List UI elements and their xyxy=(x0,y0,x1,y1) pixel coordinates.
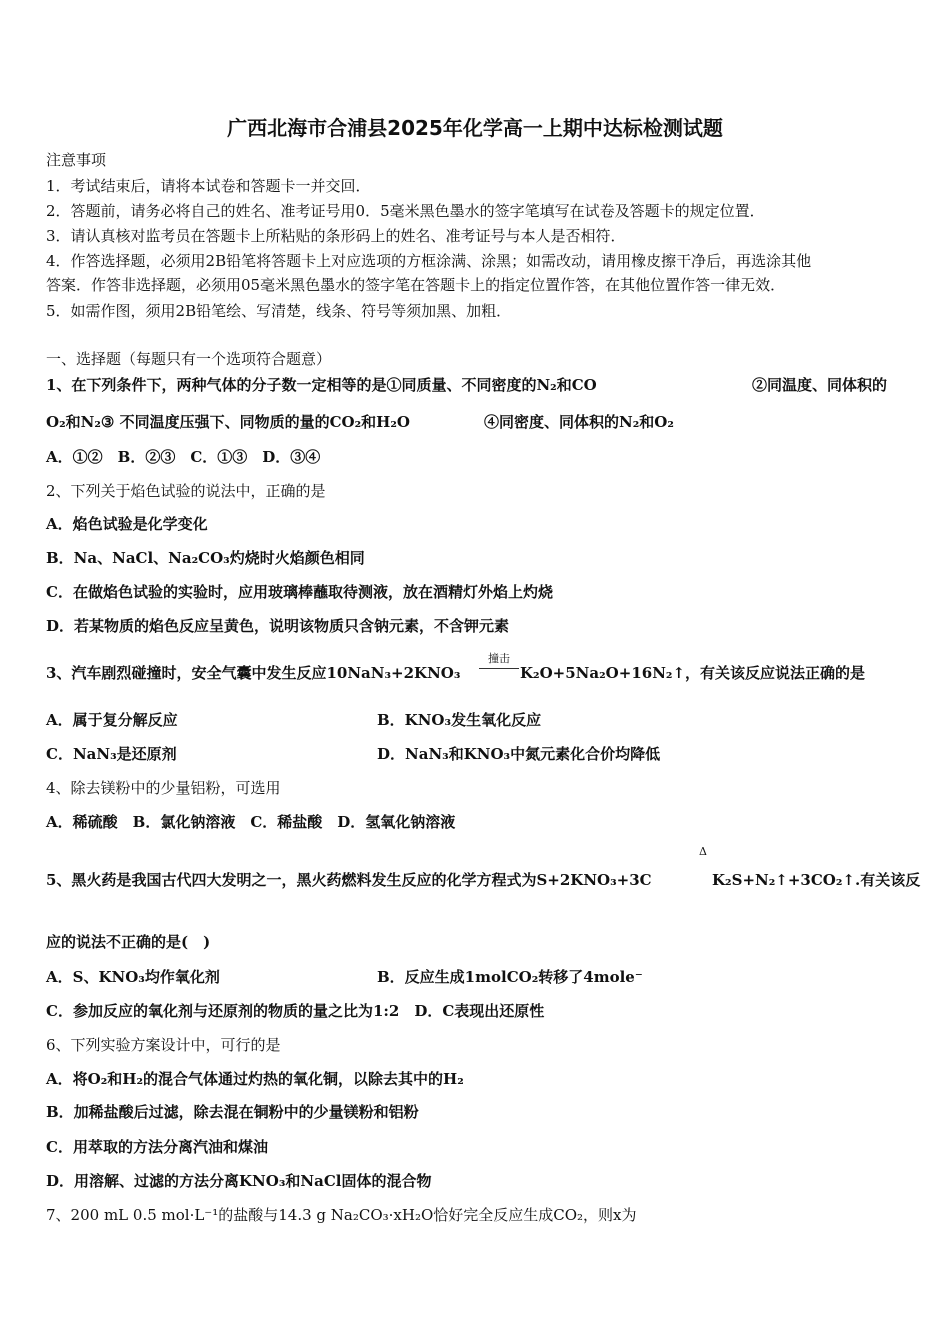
q3-option-d: D．NaN₃和KNO₃中氮元素化合价均降低 xyxy=(377,745,661,763)
reaction-condition-delta xyxy=(683,845,723,858)
q6-option-b: B．加稀盐酸后过滤，除去混在铜粉中的少量镁粉和铝粉 xyxy=(46,1103,419,1121)
note-item: 答案．作答非选择题，必须用05毫米黑色墨水的签字笔在答题卡上的指定位置作答，在其他位置作答一律无效． xyxy=(46,276,786,294)
note-item: 3．请认真核对监考员在答题卡上所粘贴的条形码上的姓名、准考证号与本人是否相符． xyxy=(46,227,626,245)
q4-stem: 4、除去镁粉中的少量铝粉，可选用 xyxy=(46,779,281,797)
q6-option-a: A．将O₂和H₂的混合气体通过灼热的氧化铜，以除去其中的H₂ xyxy=(46,1070,464,1088)
note-item: 2．答题前，请务必将自己的姓名、准考证号用0．5毫米黑色墨水的签字笔填写在试卷及答题卡的规定位置． xyxy=(46,202,765,220)
notes-heading: 注意事项 xyxy=(46,151,107,169)
q2-option-c: C．在做焰色试验的实验时，应用玻璃棒蘸取待测液，放在酒精灯外焰上灼烧 xyxy=(46,583,553,601)
q1-stem-cont: ②同温度、同体积的 xyxy=(752,376,888,394)
q3-stem-cont: K₂O+5Na₂O+16N₂↑，有关该反应说法正确的是 xyxy=(520,664,866,682)
section-heading: 一、选择题（每题只有一个选项符合题意） xyxy=(46,350,332,368)
q2-stem: 2、下列关于焰色试验的说法中，正确的是 xyxy=(46,482,326,500)
q7-stem: 7、200 mL 0.5 mol·L⁻¹的盐酸与14.3 g Na₂CO₃·xH₂O恰好完全反应生成CO₂，则x为 xyxy=(46,1206,637,1224)
note-item: 1．考试结束后，请将本试卷和答题卡一并交回． xyxy=(46,177,371,195)
q5-stem: 5、黑火药是我国古代四大发明之一，黑火药燃料发生反应的化学方程式为S+2KNO₃+3C xyxy=(46,871,652,889)
q3-option-a: A．属于复分解反应 xyxy=(46,711,178,729)
q2-option-b: B．Na、NaCl、Na₂CO₃灼烧时火焰颜色相同 xyxy=(46,549,365,567)
q5-option-b: B．反应生成1molCO₂转移了4mole⁻ xyxy=(377,968,643,986)
q5-stem-cont: K₂S+N₂↑+3CO₂↑.有关该反 xyxy=(712,871,921,889)
page-title: 广西北海市合浦县2025年化学高一上期中达标检测试题 xyxy=(227,116,723,140)
q4-options: A．稀硫酸 B．氯化钠溶液 C．稀盐酸 D．氢氧化钠溶液 xyxy=(46,813,456,831)
q1-stem-line2: O₂和N₂③ 不同温度压强下、同物质的量的CO₂和H₂O xyxy=(46,413,410,431)
q1-options: A．①② B．②③ C．①③ D．③④ xyxy=(46,448,321,466)
reaction-condition: 撞击 xyxy=(488,652,510,665)
q3-option-b: B．KNO₃发生氧化反应 xyxy=(377,711,542,729)
q5-stem-line2: 应的说法不正确的是( ) xyxy=(46,933,211,951)
q5-option-cd: C．参加反应的氧化剂与还原剂的物质的量之比为1:2 D．C表现出还原性 xyxy=(46,1002,545,1020)
q5-option-a: A．S、KNO₃均作氧化剂 xyxy=(46,968,220,986)
q2-option-a: A．焰色试验是化学变化 xyxy=(46,515,208,533)
q1-stem-line2b: ④同密度、同体积的N₂和O₂ xyxy=(484,413,674,431)
q2-option-d: D．若某物质的焰色反应呈黄色，说明该物质只含钠元素，不含钾元素 xyxy=(46,617,510,635)
heat-symbol: Δ xyxy=(699,845,707,858)
q6-option-d: D．用溶解、过滤的方法分离KNO₃和NaCl固体的混合物 xyxy=(46,1172,432,1190)
q6-option-c: C．用萃取的方法分离汽油和煤油 xyxy=(46,1138,268,1156)
q1-stem: 1、在下列条件下，两种气体的分子数一定相等的是①同质量、不同密度的N₂和CO xyxy=(46,376,597,394)
q3-stem: 3、汽车剧烈碰撞时，安全气囊中发生反应10NaN₃+2KNO₃ xyxy=(46,664,461,682)
q6-stem: 6、下列实验方案设计中，可行的是 xyxy=(46,1036,281,1054)
note-item: 5．如需作图，须用2B铅笔绘、写清楚，线条、符号等须加黑、加粗． xyxy=(46,302,512,320)
q3-option-c: C．NaN₃是还原剂 xyxy=(46,745,177,763)
reaction-arrow xyxy=(479,650,519,669)
note-item: 4．作答选择题，必须用2B铅笔将答题卡上对应选项的方框涂满、涂黑；如需改动，请用橡皮擦干净后，再选涂其他 xyxy=(46,252,812,270)
